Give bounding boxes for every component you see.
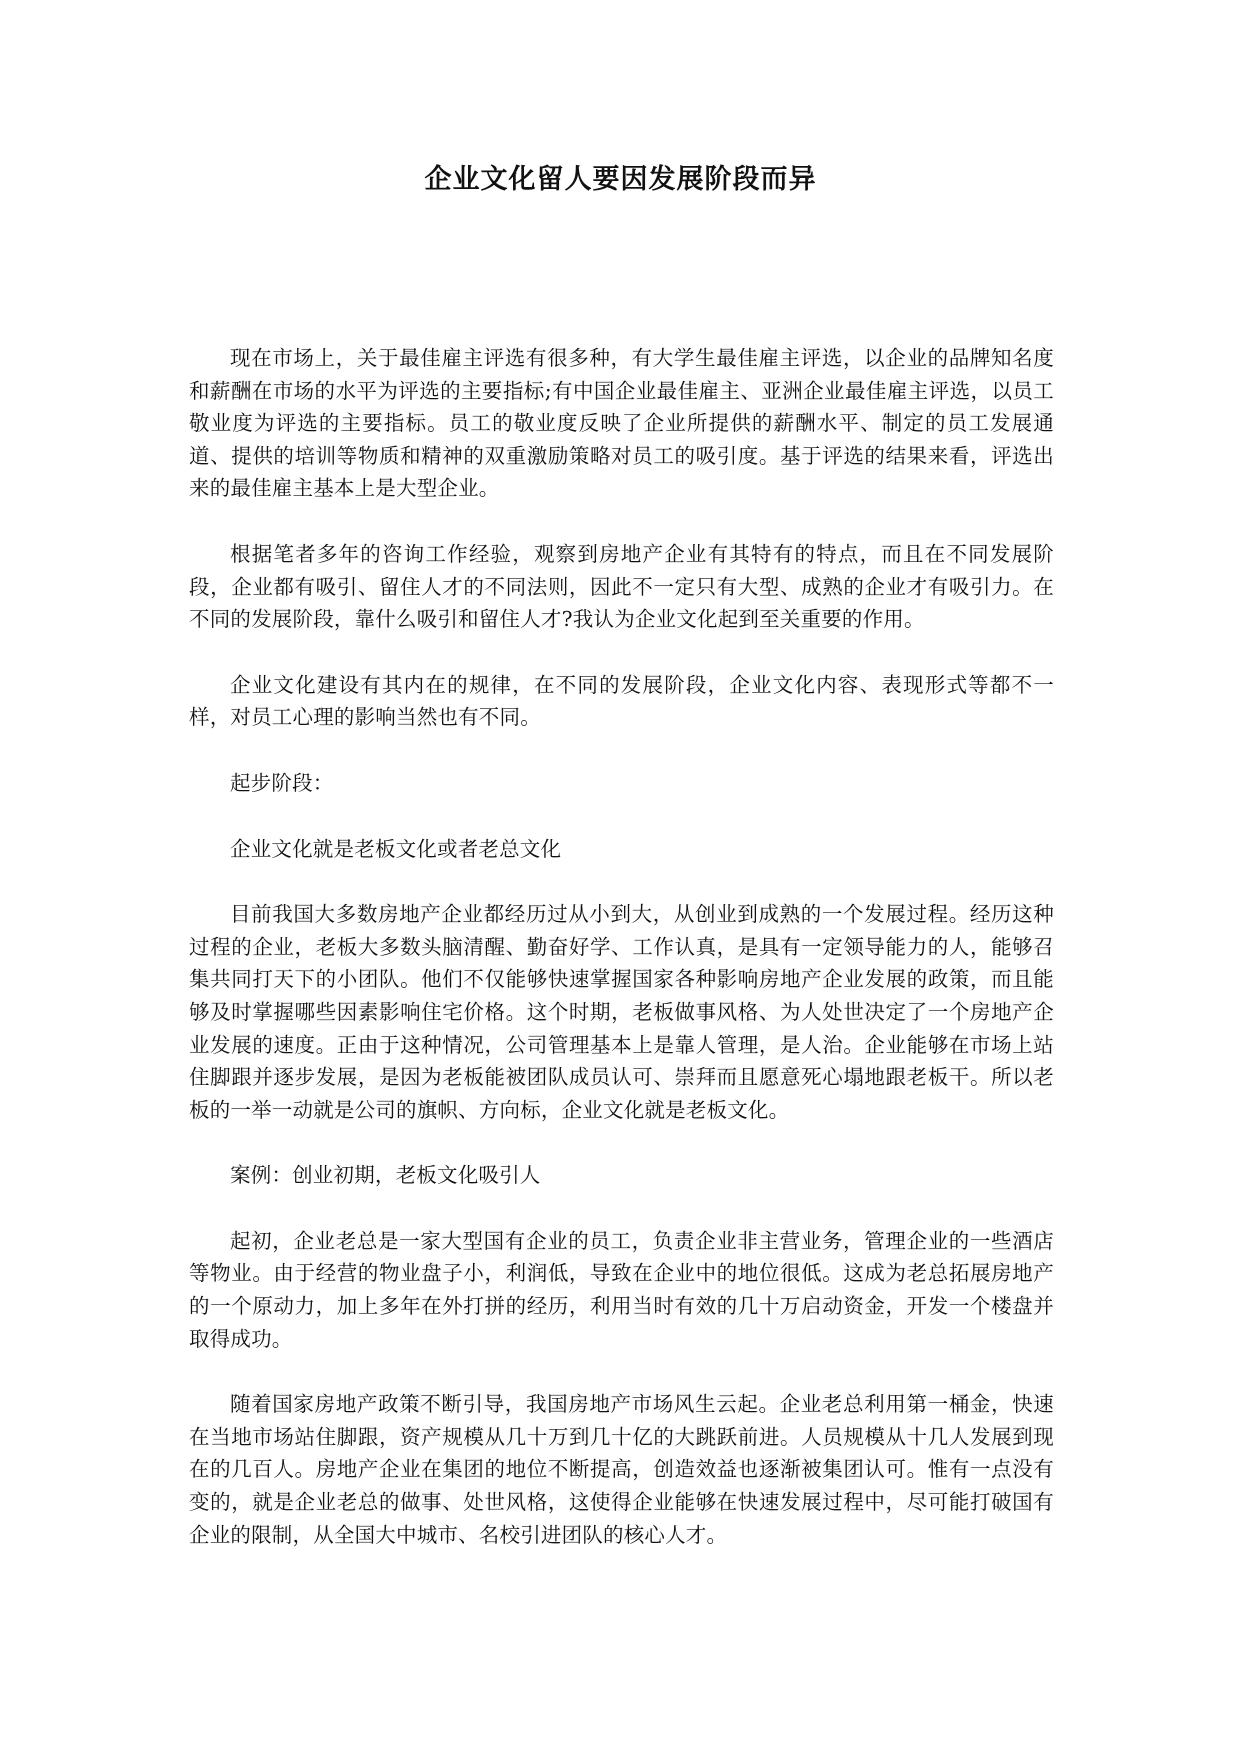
paragraph-intro: 现在市场上，关于最佳雇主评选有很多种，有大学生最佳雇主评选，以企业的品牌知名度和薪酬在市场的水平为评选的主要指标;有中国企业最佳雇主、亚洲企业最佳雇主评选，以员工敬业度为评选的主要指标。员工的敬业度反映了企业所提供的薪酬水平、制定的员工发展通道、提供的培训等物质和精神的双重激励策略对员工的吸引度。基于评选的结果来看，评选出来的最佳雇主基本上是大型企业。 (189, 346, 1054, 501)
paragraph-development-process: 目前我国大多数房地产企业都经历过从小到大，从创业到成熟的一个发展过程。经历这种过程的企业，老板大多数头脑清醒、勤奋好学、工作认真，是具有一定领导能力的人，能够召集共同打天下的小团队。他们不仅能够快速掌握国家各种影响房地产企业发展的政策，而且能够及时掌握哪些因素影响住宅价格。这个时期，老板做事风格、为人处世决定了一个房地产企业发展的速度。正由于这种情况，公司管理基本上是靠人管理，是人治。企业能够在市场上站住脚跟并逐步发展，是因为老板能被团队成员认可、崇拜而且愿意死心塌地跟老板干。所以老板的一举一动就是公司的旗帜、方向标，企业文化就是老板文化。 (189, 902, 1054, 1122)
subheading-boss-culture: 企业文化就是老板文化或者老总文化 (230, 836, 562, 861)
document-title: 企业文化留人要因发展阶段而异 (424, 164, 817, 195)
paragraph-case-growth: 随着国家房地产政策不断引导，我国房地产市场风生云起。企业老总利用第一桶金，快速在当地市场站住脚跟，资产规模从几十万到几十亿的大跳跃前进。人员规模从十几人发展到现在的几百人。房地产企业在集团的地位不断提高，创造效益也逐渐被集团认可。惟有一点没有变的，就是企业老总的做事、处世风格，这使得企业能够在快速发展过程中，尽可能打破国有企业的限制，从全国大中城市、名校引进团队的核心人才。 (189, 1392, 1054, 1547)
paragraph-case-origin: 起初，企业老总是一家大型国有企业的员工，负责企业非主营业务，管理企业的一些酒店等物业。由于经营的物业盘子小，利润低，导致在企业中的地位很低。这成为老总拓展房地产的一个原动力，加上多年在外打拼的经历，利用当时有效的几十万启动资金，开发一个楼盘并取得成功。 (189, 1228, 1054, 1351)
paragraph-observation: 根据笔者多年的咨询工作经验，观察到房地产企业有其特有的特点，而且在不同发展阶段，企业都有吸引、留住人才的不同法则，因此不一定只有大型、成熟的企业才有吸引力。在不同的发展阶段，靠什么吸引和留住人才?我认为企业文化起到至关重要的作用。 (189, 541, 1054, 632)
paragraph-culture-rules: 企业文化建设有其内在的规律，在不同的发展阶段，企业文化内容、表现形式等都不一样，对员工心理的影响当然也有不同。 (189, 672, 1054, 730)
section-heading-startup: 起步阶段： (230, 770, 334, 795)
document-body (189, 342, 1054, 1584)
case-heading: 案例：创业初期，老板文化吸引人 (230, 1163, 541, 1188)
